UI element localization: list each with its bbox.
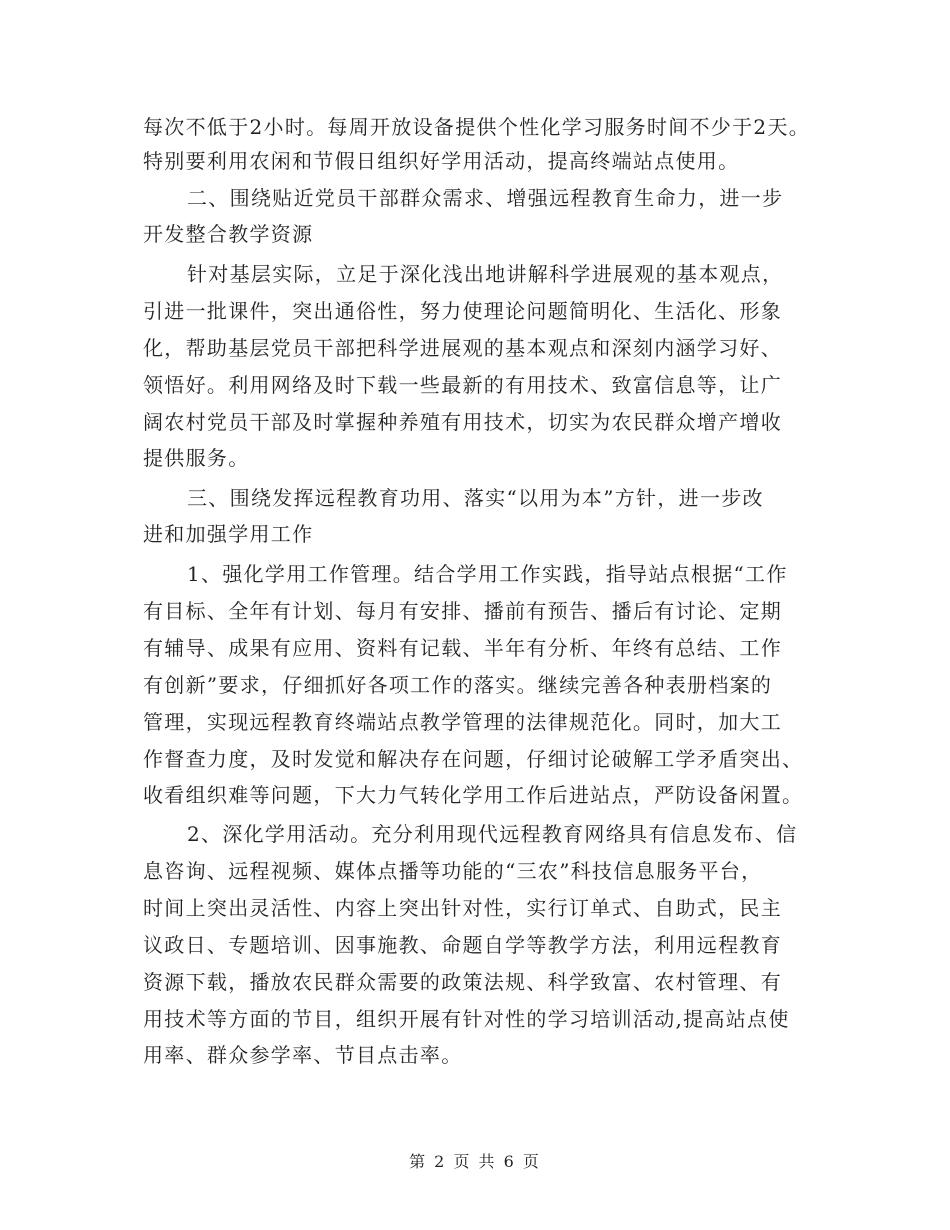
body-text-line: 用技术等方面的节目，组织开展有针对性的学习培训活动,提高站点使 xyxy=(143,1007,790,1031)
body-text-line: 阔农村党员干部及时掌握种养殖有用技术，切实为农民群众增产增收 xyxy=(143,410,782,434)
section-heading-3: 三、围绕发挥远程教育功用、落实“以用为本”方针，进一步改 xyxy=(187,486,764,510)
body-text-line: 有创新”要求，仔细抓好各项工作的落实。继续完善各种表册档案的 xyxy=(143,673,773,697)
section-heading-2-cont: 开发整合教学资源 xyxy=(143,222,314,246)
body-text-line: 资源下载，播放农民群众需要的政策法规、科学致富、农村管理、有 xyxy=(143,970,782,994)
body-text-line: 针对基层实际，立足于深化浅出地讲解科学进展观的基本观点， xyxy=(187,262,784,286)
body-text-line: 管理，实现远程教育终端站点教学管理的法律规范化。同时，加大工 xyxy=(143,710,782,734)
body-text-line: 有目标、全年有计划、每月有安排、播前有预告、播后有讨论、定期 xyxy=(143,599,782,623)
section-heading-3-cont: 进和加强学用工作 xyxy=(143,522,314,546)
body-text-line: 有辅导、成果有应用、资料有记载、半年有分析、年终有总结、工作 xyxy=(143,636,782,660)
body-text-line: 化，帮助基层党员干部把科学进展观的基本观点和深刻内涵学习好、 xyxy=(143,336,782,360)
section-heading-2: 二、围绕贴近党员干部群众需求、增强远程教育生命力，进一步 xyxy=(187,186,784,210)
body-text-line: 特别要利用农闲和节假日组织好学用活动，提高终端站点使用。 xyxy=(143,149,740,173)
body-text-line: 每次不低于2小时。每周开放设备提供个性化学习服务时间不少于2天。 xyxy=(143,115,811,139)
body-text-line: 息咨询、远程视频、媒体点播等功能的“三农”科技信息服务平台， xyxy=(143,859,763,883)
body-text-line: 领悟好。利用网络及时下载一些最新的有用技术、致富信息等，让广 xyxy=(143,373,782,397)
body-text-line: 引进一批课件，突出通俗性，努力使理论问题简明化、生活化、形象 xyxy=(143,299,782,323)
body-text-line: 时间上突出灵活性、内容上突出针对性，实行订单式、自助式，民主 xyxy=(143,896,782,920)
page-number-footer: 第 2 页 共 6 页 xyxy=(409,1152,541,1171)
body-text-line: 1、强化学用工作管理。结合学用工作实践，指导站点根据“工作 xyxy=(187,562,788,586)
body-text-line: 收看组织难等问题，下大力气转化学用工作后进站点，严防设备闲置。 xyxy=(143,783,804,807)
body-text-line: 提供服务。 xyxy=(143,446,250,470)
body-text-line: 2、深化学用活动。充分利用现代远程教育网络具有信息发布、信 xyxy=(187,822,798,846)
body-text-line: 作督查力度，及时发觉和解决存在问题，仔细讨论破解工学矛盾突出、 xyxy=(143,747,804,771)
body-text-line: 用率、群众参学率、节目点击率。 xyxy=(143,1043,463,1067)
body-text-line: 议政日、专题培训、因事施教、命题自学等教学方法，利用远程教育 xyxy=(143,933,782,957)
